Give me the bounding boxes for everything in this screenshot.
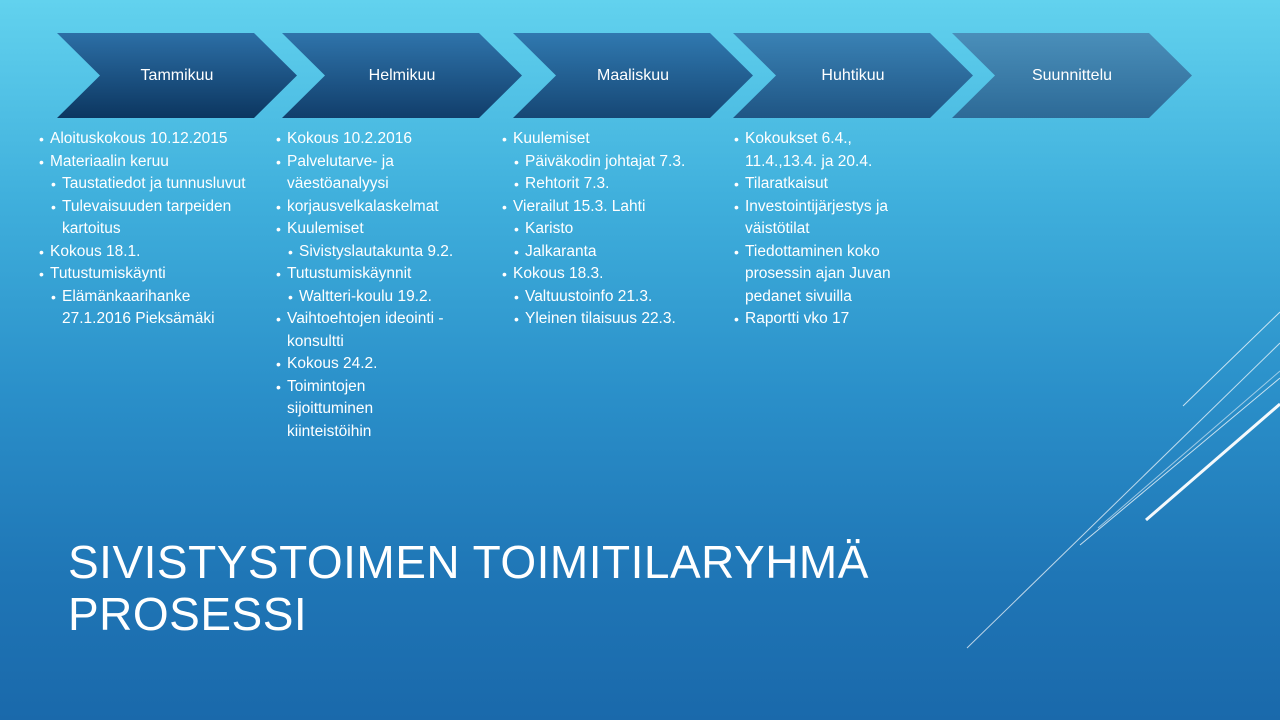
list-item: • Waltteri-koulu 19.2. <box>275 286 497 309</box>
list-item: • Tutustumiskäynnit <box>275 263 497 286</box>
list-item: • Aloituskokous 10.12.2015 <box>38 128 270 151</box>
list-item: • Kokous 24.2. <box>275 353 497 376</box>
list-item: • Kokous 10.2.2016 <box>275 128 497 151</box>
slide-title <box>68 536 869 640</box>
list-item: • Tulevaisuuden tarpeiden kartoitus <box>38 196 270 241</box>
bullet-list <box>275 128 497 443</box>
chevron-label-suunnittelu: Suunnittelu <box>1031 66 1113 84</box>
bullet-list <box>501 128 726 331</box>
chevron-step-1 <box>57 33 297 118</box>
list-item: • Toimintojen sijoittuminen kiinteistöihin <box>275 376 417 444</box>
column-helmikuu <box>275 128 497 443</box>
list-item: • Valtuustoinfo 21.3. <box>501 286 726 309</box>
list-item: • Karisto <box>501 218 726 241</box>
list-item: • Palvelutarve- ja väestöanalyysi <box>275 151 427 196</box>
list-item: • Investointijärjestys ja väistötilat <box>733 196 925 241</box>
bullet-list <box>38 128 270 331</box>
list-item: • Tutustumiskäynti <box>38 263 270 286</box>
chevron-step-3 <box>513 33 753 118</box>
chevron-step-4 <box>733 33 973 118</box>
list-item: • Kokoukset 6.4., 11.4.,13.4. ja 20.4. <box>733 128 905 173</box>
column-huhtikuu <box>733 128 933 331</box>
slide-title-line-2: PROSESSI <box>68 588 308 640</box>
list-item: • Yleinen tilaisuus 22.3. <box>501 308 726 331</box>
chevron-label-helmikuu: Helmikuu <box>368 66 436 84</box>
list-item: • Elämänkaarihanke 27.1.2016 Pieksämäki <box>38 286 234 331</box>
chevron-label-huhtikuu: Huhtikuu <box>821 66 885 84</box>
list-item: • Kokous 18.1. <box>38 241 270 264</box>
list-item: • Raportti vko 17 <box>733 308 933 331</box>
chevron-label-maaliskuu: Maaliskuu <box>596 66 670 84</box>
list-item: • Kokous 18.3. <box>501 263 726 286</box>
list-item: • Tiedottaminen koko prosessin ajan Juvan pedanet sivuilla <box>733 241 917 309</box>
list-item: • Päiväkodin johtajat 7.3. <box>501 151 726 174</box>
column-tammikuu <box>38 128 270 331</box>
list-item: • Taustatiedot ja tunnusluvut <box>38 173 270 196</box>
chevron-step-5 <box>952 33 1192 118</box>
bullet-list <box>733 128 933 331</box>
list-item: • Rehtorit 7.3. <box>501 173 726 196</box>
column-maaliskuu <box>501 128 726 331</box>
list-item: • Kuulemiset <box>501 128 726 151</box>
list-item: • Kuulemiset <box>275 218 497 241</box>
list-item: • Vaihtoehtojen ideointi - konsultti <box>275 308 485 353</box>
chevron-label-tammikuu: Tammikuu <box>140 66 214 84</box>
list-item: • Tilaratkaisut <box>733 173 933 196</box>
list-item: • Materiaalin keruu <box>38 151 270 174</box>
list-item: • Jalkaranta <box>501 241 726 264</box>
slide-title-line-1: SIVISTYSTOIMEN TOIMITILARYHMÄ <box>68 536 869 588</box>
list-item: • Sivistyslautakunta 9.2. <box>275 241 497 264</box>
list-item: • korjausvelkalaskelmat <box>275 196 497 219</box>
chevron-step-2 <box>282 33 522 118</box>
list-item: • Vierailut 15.3. Lahti <box>501 196 726 219</box>
